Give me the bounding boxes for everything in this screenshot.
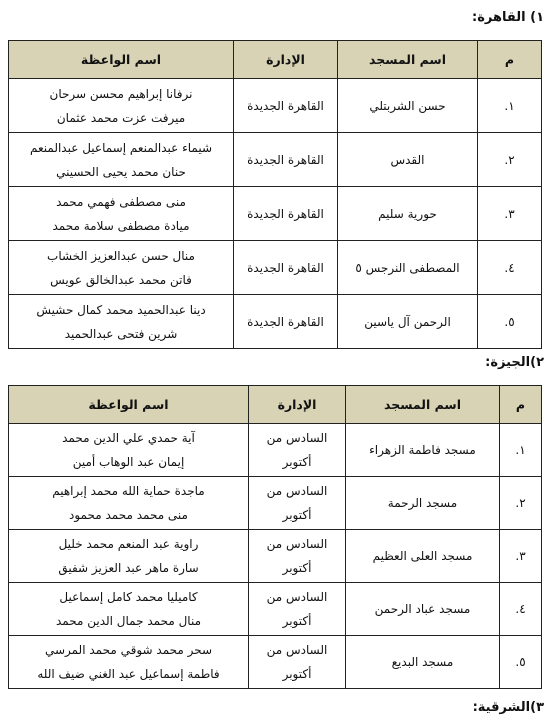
table-row	[9, 241, 542, 295]
admin-line: أكتوبر	[282, 614, 312, 628]
mosque-name: مسجد الرحمة	[346, 477, 500, 530]
preacher-name: آية حمدي علي الدين محمد	[62, 431, 195, 445]
table-row	[9, 295, 542, 349]
admin-name: القاهرة الجديدة	[234, 79, 338, 133]
preacher-name: نرفانا إبراهيم محسن سرحان	[49, 86, 193, 101]
preacher-names	[9, 187, 234, 241]
row-num: ٥.	[500, 636, 542, 689]
row-num: ١.	[478, 79, 542, 133]
table-row	[9, 133, 542, 187]
preacher-name: منى محمد محمد محمود	[69, 508, 188, 522]
admin-name	[249, 530, 346, 583]
section-heading-giza: ٢)الجيزة:	[485, 355, 544, 370]
header-mosque: اسم المسجد	[346, 386, 500, 424]
preacher-names	[9, 424, 249, 477]
mosque-name: مسجد عباد الرحمن	[346, 583, 500, 636]
admin-line: السادس من	[266, 590, 328, 604]
admin-name: القاهرة الجديدة	[234, 295, 338, 349]
row-num: ٢.	[500, 477, 542, 530]
admin-name	[249, 477, 346, 530]
row-num: ٥.	[478, 295, 542, 349]
preacher-names	[9, 636, 249, 689]
preacher-names	[9, 583, 249, 636]
preacher-names	[9, 530, 249, 583]
preacher-name: منال محمد جمال الدين محمد	[56, 614, 201, 628]
preacher-names	[9, 241, 234, 295]
table-row	[9, 187, 542, 241]
table-header-row	[9, 41, 542, 79]
preacher-name: سارة ماهر عبد العزيز شفيق	[58, 561, 199, 575]
cairo-table	[8, 40, 542, 349]
admin-line: السادس من	[266, 537, 328, 551]
row-num: ١.	[500, 424, 542, 477]
preacher-name: حنان محمد يحيى الحسيني	[56, 164, 186, 179]
row-num: ٤.	[500, 583, 542, 636]
row-num: ٣.	[500, 530, 542, 583]
table-row	[9, 79, 542, 133]
mosque-name: مسجد فاطمة الزهراء	[346, 424, 500, 477]
preacher-name: سحر محمد شوقي محمد المرسي	[44, 643, 213, 657]
admin-line: أكتوبر	[282, 667, 312, 681]
admin-name: القاهرة الجديدة	[234, 133, 338, 187]
admin-name	[249, 583, 346, 636]
mosque-name: حورية سليم	[338, 187, 478, 241]
admin-line: أكتوبر	[282, 508, 312, 522]
preacher-name: شرين فتحى عبدالحميد	[64, 326, 178, 341]
section-heading-cairo: ١) القاهرة:	[472, 10, 544, 25]
table-row	[9, 424, 542, 477]
row-num: ٤.	[478, 241, 542, 295]
row-num: ٣.	[478, 187, 542, 241]
table-row	[9, 636, 542, 689]
admin-line: السادس من	[266, 484, 328, 498]
table-header-row	[9, 386, 542, 424]
admin-name: القاهرة الجديدة	[234, 187, 338, 241]
header-admin: الإدارة	[249, 386, 346, 424]
admin-line: السادس من	[266, 643, 328, 657]
admin-name	[249, 636, 346, 689]
header-preacher: اسم الواعظة	[9, 386, 249, 424]
preacher-name: ميادة مصطفى سلامة محمد	[52, 218, 190, 233]
preacher-name: دينا عبدالحميد محمد كمال حشيش	[36, 302, 206, 317]
preacher-name: فاطمة إسماعيل عبد الغني ضيف الله	[37, 667, 220, 681]
admin-name	[249, 424, 346, 477]
mosque-name: الرحمن آل ياسين	[338, 295, 478, 349]
admin-line: أكتوبر	[282, 455, 312, 469]
header-num: م	[500, 386, 542, 424]
preacher-name: منال حسن عبدالعزيز الخشاب	[47, 248, 195, 263]
preacher-name: منى مصطفى فهمي محمد	[56, 194, 186, 209]
table-row	[9, 583, 542, 636]
header-admin: الإدارة	[234, 41, 338, 79]
mosque-name: المصطفى النرجس ٥	[338, 241, 478, 295]
preacher-names	[9, 133, 234, 187]
row-num: ٢.	[478, 133, 542, 187]
header-num: م	[478, 41, 542, 79]
preacher-name: شيماء عبدالمنعم إسماعيل عبدالمنعم	[29, 140, 212, 155]
preacher-name: ميرفت عزت محمد عثمان	[56, 110, 186, 125]
mosque-name: مسجد البديع	[346, 636, 500, 689]
preacher-names	[9, 295, 234, 349]
header-mosque: اسم المسجد	[338, 41, 478, 79]
table-row	[9, 477, 542, 530]
preacher-name: راوية عبد المنعم محمد خليل	[58, 537, 199, 551]
preacher-name: إيمان عبد الوهاب أمين	[72, 455, 185, 469]
mosque-name: حسن الشربتلي	[338, 79, 478, 133]
section-heading-sharqia: ٣)الشرقية:	[472, 700, 544, 715]
header-preacher: اسم الواعظة	[9, 41, 234, 79]
preacher-names	[9, 79, 234, 133]
preacher-name: كاميليا محمد كامل إسماعيل	[59, 590, 198, 604]
giza-table	[8, 385, 542, 689]
mosque-name: القدس	[338, 133, 478, 187]
admin-name: القاهرة الجديدة	[234, 241, 338, 295]
table-row	[9, 530, 542, 583]
admin-line: أكتوبر	[282, 561, 312, 575]
preacher-name: فاتن محمد عبدالخالق عويس	[50, 272, 192, 287]
admin-line: السادس من	[266, 431, 328, 445]
preacher-name: ماجدة حماية الله محمد إبراهيم	[52, 484, 205, 498]
mosque-name: مسجد العلى العظيم	[346, 530, 500, 583]
preacher-names	[9, 477, 249, 530]
